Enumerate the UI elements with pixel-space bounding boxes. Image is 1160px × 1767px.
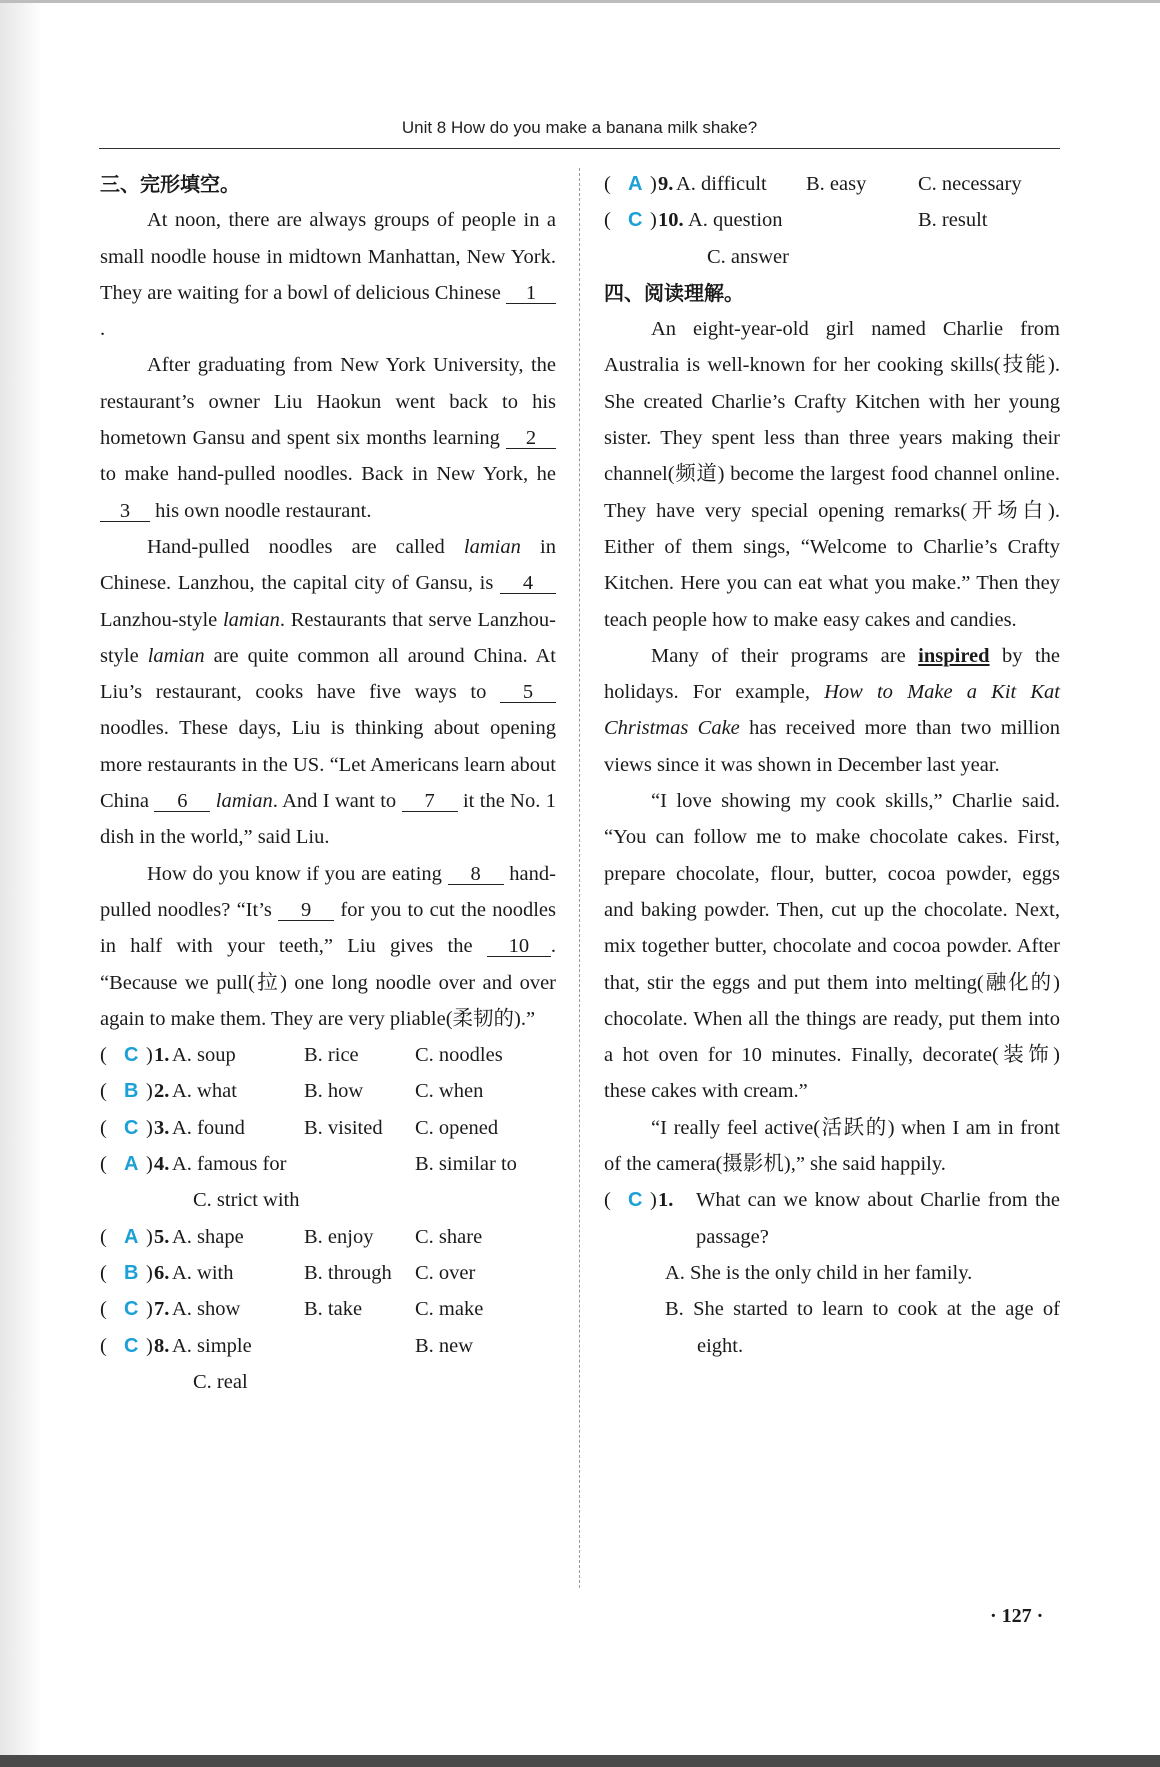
section-3-title: 三、完形填空。 [100,172,240,196]
cloze-paragraph-4: How do you know if you are eating 8 hand-pulled noodles? “It’s 9 for you to cut the noodles in half with your teeth,” Liu gives the 10 . “Because we pull(拉) one long noodle over and over again to make them. They are very pliable(柔韧的).” [100,862,557,1030]
answer-mark: C [124,1298,139,1321]
answer-mark: A [124,1225,139,1248]
page-edge-top [0,0,1160,3]
section-4-title: 四、阅读理解。 [604,280,744,305]
reading-paragraph-3: “I love showing my cook skills,” Charlie said. “You can follow me to make chocolate cakes. First, prepare chocolate, flour, butter, cocoa powder, eggs and baking powder. Then, cut up the chocolate. Next, mix together butter, chocolate and cocoa powder. After that, stir the eggs and put them into melting(融化的) chocolate. When all the things are ready, put them into a hot oven for 10 minutes. Finally, decorate(装饰) these cakes with cream.” [604,790,1060,1103]
question-stem: What can we know about Charlie from the passage? [696,1189,1060,1248]
answer-mark: B [124,1080,139,1103]
cloze-question-3: ( C ) 3. A. found B. visited C. opened [100,1110,556,1146]
header-rule [99,148,1060,149]
program-title: How to Make a Kit Kat Christmas Cake [604,681,1060,740]
reading-paragraph-4: “I really feel active(活跃的) when I am in front of the camera(摄影机),” she said happily. [604,1116,1060,1176]
answer-mark: B [124,1261,139,1284]
left-column [100,166,556,1400]
blank-7: 7 [402,791,458,812]
cloze-question-4: ( A ) 4. A. famous for B. similar to [100,1146,556,1182]
answer-mark: C [628,1189,643,1212]
cloze-question-8: ( C ) 8. A. simple B. new [100,1328,556,1364]
cloze-question-10-cont: C. answer [707,245,789,268]
column-divider [579,168,580,1588]
blank-4: 4 [500,573,556,594]
right-column [604,166,1060,1364]
answer-mark: A [628,173,643,195]
running-header: Unit 8 How do you make a banana milk shake? [401,118,758,137]
cloze-paragraph-3: Hand-pulled noodles are called lamian in Chinese. Lanzhou, the capital city of Gansu, is 4 Lanzhou-style lamian. Restaurants that serve Lanzhou-style lamian are quite common all around China. At Liu’s restaurant, cooks have five ways to 5 noodles. These days, Liu is thinking about opening more restaurants in the US. “Let Americans learn about China 6 lamian. And I want to 7 it the No. 1 dish in the world,” said Liu. [100,535,557,849]
answer-mark: C [124,1044,139,1067]
reading-paragraph-2: Many of their programs are inspired by the holidays. For example, How to Make a Kit Kat Christmas Cake has received more than two million views since it was shown in December last year. [604,644,1060,776]
cloze-paragraph-2: After graduating from New York University, the restaurant’s owner Liu Haokun went back to his hometown Gansu and spent six months learning 2 to make hand-pulled noodles. Back in New York, he 3 his own noodle restaurant. [100,354,556,522]
cloze-question-10: ( C ) 10. A. question B. result [604,202,1060,238]
answer-mark: C [124,1334,139,1357]
cloze-question-2: ( B ) 2. A. what B. how C. when [100,1073,556,1109]
answer-mark: C [124,1116,139,1139]
cloze-question-4-cont: C. strict with [193,1189,300,1212]
cloze-paragraph-1: At noon, there are always groups of people in a small noodle house in midtown Manhattan, New York. They are waiting for a bowl of delicious Chinese 1. [100,209,556,341]
option-a: A. She is the only child in her family. [665,1261,973,1284]
blank-9: 9 [278,900,334,921]
page-edge-bottom [0,1755,1160,1767]
blank-6: 6 [154,791,210,812]
cloze-question-6: ( B ) 6. A. with B. through C. over [100,1255,556,1291]
blank-3: 3 [100,501,150,522]
cloze-question-7: ( C ) 7. A. show B. take C. make [100,1291,556,1327]
reading-question-1: ( C ) 1. What can we know about Charlie from the passage? A. She is the only child in her family. B. She started to learn to cook at the age of eight. [604,1182,1060,1363]
answer-mark: A [124,1153,139,1176]
blank-1: 1 [506,283,556,304]
cloze-question-9: ( A ) 9. A. difficult B. easy C. necessary [604,166,1060,202]
page-number: · 127 · [990,1605,1044,1627]
blank-10: 10 [487,936,551,957]
answer-mark: C [628,209,643,232]
cloze-question-8-cont: C. real [193,1370,248,1393]
cloze-question-1: ( C ) 1. A. soup B. rice C. noodles [100,1037,556,1073]
cloze-question-5: ( A ) 5. A. shape B. enjoy C. share [100,1219,556,1255]
key-word-inspired: inspired [918,644,990,667]
blank-5: 5 [500,682,556,703]
reading-paragraph-1: An eight-year-old girl named Charlie from Australia is well-known for her cooking skills(技能). She created Charlie’s Crafty Kitchen with her young sister. They spent less than three years making their channel(频道) become the largest food channel online. They have very special opening remarks(开场白). Either of them sings, “Welcome to Charlie’s Crafty Kitchen. Here you can eat what you make.” Then they teach people how to make easy cakes and candies. [604,318,1060,631]
blank-8: 8 [448,864,504,885]
blank-2: 2 [506,428,556,449]
option-b: B. She started to learn to cook at the age of eight. [665,1298,1060,1357]
page-edge-left [0,3,42,1755]
